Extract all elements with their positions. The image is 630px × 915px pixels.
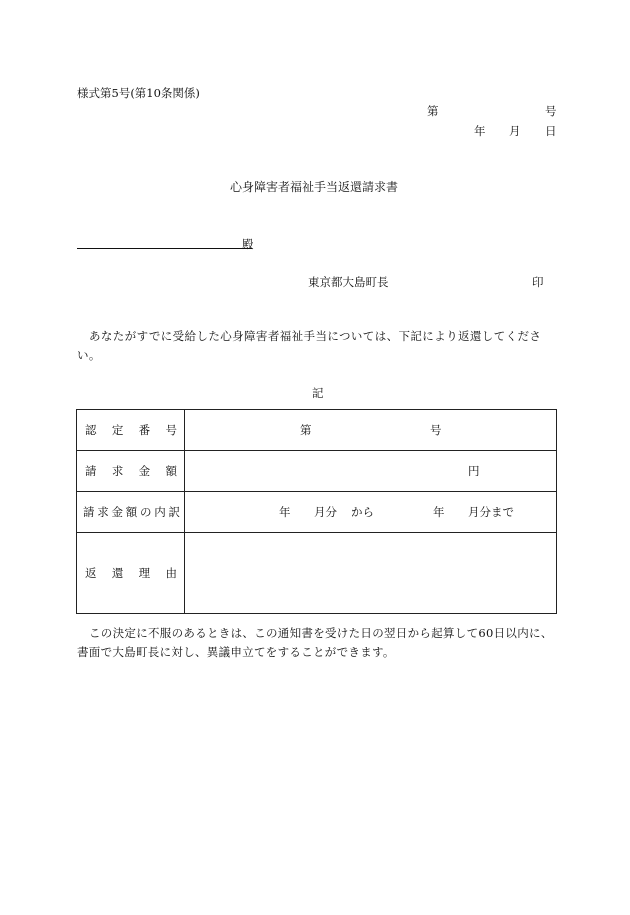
value-suffix: 号: [430, 423, 442, 437]
form-number-label: 様式第5号(第10条関係): [77, 86, 200, 100]
label-char: 訳: [168, 505, 180, 519]
label-char: 請: [83, 505, 95, 519]
to-month: 月分まで: [468, 505, 514, 519]
table-row-claim-breakdown: [77, 492, 557, 533]
issuer-name: 東京都大島町長: [308, 275, 389, 289]
table-row-return-reason: [77, 533, 557, 614]
label-char: 額: [125, 505, 138, 519]
return-reason-value: [185, 533, 557, 614]
label-char: 理: [138, 566, 151, 580]
date-month-label: 月: [509, 124, 521, 138]
label-char: 番: [138, 423, 151, 437]
to-year: 年: [433, 505, 445, 519]
label-char: 求: [97, 505, 109, 519]
document-number-suffix: 号: [545, 104, 557, 118]
from-word: から: [351, 505, 374, 519]
label-cell: [77, 451, 185, 492]
date-day-label: 日: [545, 124, 557, 138]
value-prefix: 第: [300, 423, 312, 437]
label-char: 還: [111, 566, 124, 580]
detail-table: [76, 409, 557, 614]
date-year-label: 年: [474, 124, 486, 138]
label-char: 定: [111, 423, 124, 437]
label-char: 金: [138, 464, 151, 478]
label-cell: [77, 533, 185, 614]
certification-number-value: [185, 410, 557, 451]
label-char: 由: [165, 566, 177, 580]
label-char: の: [140, 505, 152, 519]
label-char: 金: [111, 505, 123, 519]
label-char: 求: [111, 464, 124, 478]
claim-amount-value: [185, 451, 557, 492]
appeal-notice: この決定に不服のあるときは、この通知書を受けた日の翌日から起算して60日以内に、書面で大島町長に対し、異議申立てをすることができます。: [77, 626, 553, 659]
from-year: 年: [279, 505, 291, 519]
claim-breakdown-value: [185, 492, 557, 533]
from-month: 月分: [314, 505, 337, 519]
label-cell: [77, 492, 185, 533]
ki-heading: 記: [312, 386, 324, 400]
label-cell: [77, 410, 185, 451]
seal-mark: 印: [532, 275, 544, 289]
document-number-prefix: 第: [427, 104, 439, 118]
label-char: 認: [85, 423, 97, 437]
label-char: 内: [154, 505, 166, 519]
addressee-honorific: 殿: [242, 237, 254, 251]
table-row-certification-number: [77, 410, 557, 451]
yen-unit: 円: [468, 464, 480, 478]
label-char: 請: [85, 464, 97, 478]
table-row-claim-amount: [77, 451, 557, 492]
body-paragraph: あなたがすでに受給した心身障害者福祉手当については、下記により返還してください。: [77, 329, 542, 362]
document-title: 心身障害者福祉手当返還請求書: [230, 180, 399, 194]
label-char: 額: [165, 464, 177, 478]
label-char: 号: [165, 423, 177, 437]
addressee-blank-line: [77, 248, 252, 249]
label-char: 返: [85, 566, 97, 580]
